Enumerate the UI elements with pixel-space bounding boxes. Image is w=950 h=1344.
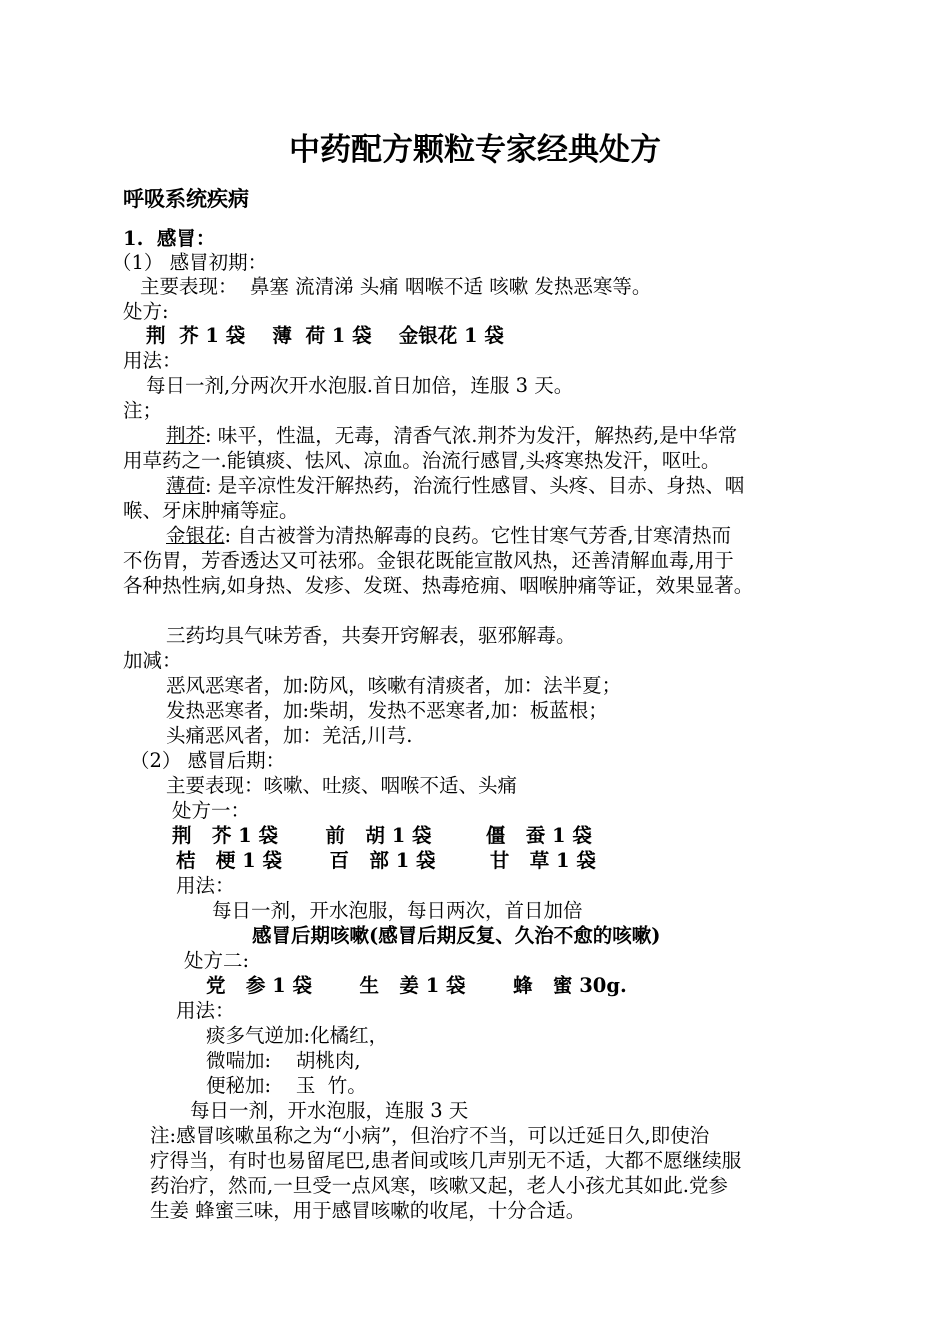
modification-label: 加减： (123, 649, 182, 672)
herb-desc: : 是辛凉性发汗解热药，治流行性感冒、头疼、目赤、身热、咽 (205, 474, 745, 497)
modification-line: 头痛恶风者，加：羌活,川芎. (166, 724, 413, 747)
symptoms-line: 主要表现：咳嗽、吐痰、咽喉不适、头痛 (166, 774, 518, 797)
usage-line: 痰多气逆加:化橘红， (206, 1024, 389, 1047)
herb-term: 荆芥 (166, 424, 206, 447)
herb-desc: : 味平，性温，无毒，清香气浓.荆芥为发汗，解热药,是中华常 (205, 424, 738, 447)
prescription-line: 荆 芥 1 袋 薄 荷 1 袋 金银花 1 袋 (146, 324, 504, 347)
document-title: 中药配方颗粒专家经典处方 (289, 132, 661, 168)
summary-line: 三药均具气味芳香，共奏开窍解表，驱邪解毒。 (166, 624, 576, 647)
modification-line: 发热恶寒者，加:柴胡，发热不恶寒者,加：板蓝根； (166, 699, 608, 722)
herb-term: 金银花 (166, 524, 225, 547)
item-heading: 1. 感冒： (123, 227, 216, 250)
final-note: 疗得当，有时也易留尾巴,患者间或咳几声别无不适，大都不愿继续服 (150, 1149, 742, 1172)
section-heading: 呼吸系统疾病 (123, 187, 249, 211)
prescription-line: 桔 梗 1 袋 百 部 1 袋 甘 草 1 袋 (176, 849, 596, 872)
prescription-line: 荆 芥 1 袋 前 胡 1 袋 僵 蚕 1 袋 (172, 824, 592, 847)
note-bohe (166, 474, 744, 498)
usage-label: 用法： (176, 874, 235, 897)
herb-desc: : 自古被誉为清热解毒的良药。它性甘寒气芳香,甘寒清热而 (224, 524, 731, 547)
note-jingjie-cont: 用草药之一.能镇痰、怯风、凉血。治流行感冒,头疼寒热发汗，呕吐。 (123, 449, 721, 472)
final-note: 生姜 蜂蜜三味，用于感冒咳嗽的收尾，十分合适。 (150, 1199, 586, 1222)
herb-term: 薄荷 (166, 474, 206, 497)
prescription-label: 处方二: (184, 949, 250, 972)
prescription-label: 处方一： (172, 799, 251, 822)
note-jinyinhua-cont: 不伤胃，芳香透达又可祛邪。金银花既能宣散风热，还善清解血毒,用于 (123, 549, 734, 572)
modification-line: 恶风恶寒者，加:防风，咳嗽有清痰者，加：法半夏； (166, 674, 622, 697)
note-jingjie (166, 424, 737, 448)
prescription-label: 处方: (123, 300, 169, 323)
usage-subtitle: 感冒后期咳嗽(感冒后期反复、久治不愈的咳嗽) (252, 924, 661, 947)
prescription-line: 党 参 1 袋 生 姜 1 袋 蜂 蜜 30g. (206, 974, 627, 997)
final-note: 注:感冒咳嗽虽称之为“小病”，但治疗不当，可以迁延日久,即使治 (150, 1124, 710, 1147)
note-label: 注； (123, 399, 163, 422)
subsection-heading: （1） 感冒初期： (112, 251, 268, 274)
usage-line: 每日一剂，开水泡服，每日两次，首日加倍 (212, 899, 583, 922)
usage-line: 每日一剂，开水泡服，连服 3 天 (190, 1099, 469, 1122)
usage-line: 便秘加: 玉 竹。 (206, 1074, 367, 1097)
usage-label: 用法： (123, 349, 182, 372)
symptoms-line: 主要表现： 鼻塞 流清涕 头痛 咽喉不适 咳嗽 发热恶寒等。 (140, 275, 652, 298)
usage-line: 每日一剂,分两次开水泡服.首日加倍，连服 3 天。 (146, 374, 574, 397)
final-note: 药治疗，然而,一旦受一点风寒，咳嗽又起，老人小孩尤其如此.党参 (150, 1174, 728, 1197)
note-jinyinhua (166, 524, 731, 548)
usage-label: 用法： (176, 999, 235, 1022)
note-bohe-cont: 喉、牙床肿痛等症。 (123, 499, 299, 522)
subsection-heading: （2） 感冒后期： (130, 749, 286, 772)
note-jinyinhua-cont: 各种热性病,如身热、发疹、发斑、热毒疮痈、咽喉肿痛等证，效果显著。 (123, 574, 754, 597)
usage-line: 微喘加: 胡桃肉, (206, 1049, 361, 1072)
